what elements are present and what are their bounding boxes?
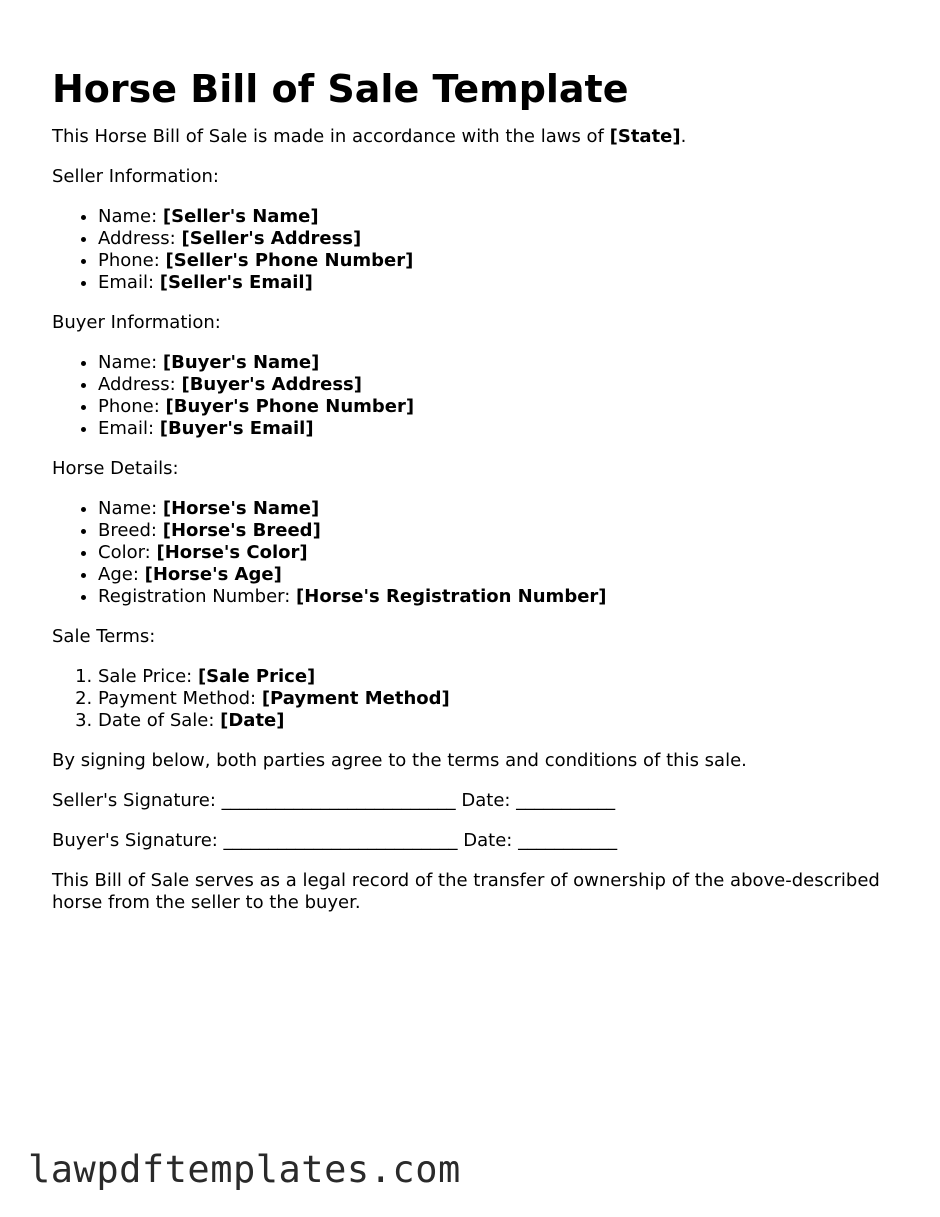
intro-text: This Horse Bill of Sale is made in accordance with the laws of <box>52 126 610 147</box>
item-value: [Buyer's Address] <box>181 374 362 395</box>
item-value: [Buyer's Phone Number] <box>165 396 415 417</box>
list-item <box>98 520 892 542</box>
seller-list <box>52 206 892 294</box>
item-value: [Seller's Address] <box>181 228 362 249</box>
intro-paragraph <box>52 126 892 148</box>
list-item <box>98 206 892 228</box>
item-value: [Buyer's Email] <box>159 418 314 439</box>
list-item <box>98 374 892 396</box>
list-item <box>98 498 892 520</box>
list-item <box>98 710 892 732</box>
item-label: Name: <box>98 206 163 227</box>
horse-list <box>52 498 892 608</box>
item-value: [Seller's Phone Number] <box>165 250 414 271</box>
item-label: Phone: <box>98 250 166 271</box>
item-value: [Horse's Name] <box>162 498 320 519</box>
item-label: Registration Number: <box>98 586 297 607</box>
list-item <box>98 396 892 418</box>
agreement-paragraph: By signing below, both parties agree to the terms and conditions of this sale. <box>52 750 747 771</box>
list-item <box>98 688 892 710</box>
closing-paragraph: This Bill of Sale serves as a legal record of the transfer of ownership of the above-described horse from the seller to the buyer. <box>52 870 880 913</box>
horse-heading: Horse Details: <box>52 458 179 479</box>
list-item <box>98 586 892 608</box>
item-value: [Date] <box>220 710 285 731</box>
intro-end: . <box>680 126 687 147</box>
document-page <box>52 66 892 932</box>
seller-heading: Seller Information: <box>52 166 219 187</box>
item-value: [Horse's Registration Number] <box>296 586 607 607</box>
item-value: [Horse's Breed] <box>162 520 321 541</box>
item-label: Email: <box>98 418 160 439</box>
seller-signature-line: Seller's Signature: __________________________ Date: ___________ <box>52 790 616 811</box>
item-label: Email: <box>98 272 160 293</box>
item-value: [Horse's Color] <box>156 542 308 563</box>
item-label: Date of Sale: <box>98 710 221 731</box>
page-title: Horse Bill of Sale Template <box>52 67 629 111</box>
list-item <box>98 564 892 586</box>
item-label: Age: <box>98 564 145 585</box>
list-item <box>98 352 892 374</box>
item-value: [Horse's Age] <box>144 564 282 585</box>
item-value: [Seller's Name] <box>162 206 319 227</box>
item-label: Address: <box>98 228 182 249</box>
item-label: Payment Method: <box>98 688 262 709</box>
buyer-heading: Buyer Information: <box>52 312 221 333</box>
item-label: Address: <box>98 374 182 395</box>
list-item <box>98 228 892 250</box>
item-value: [Payment Method] <box>261 688 450 709</box>
site-watermark: lawpdftemplates.com <box>28 1148 461 1191</box>
item-value: [Buyer's Name] <box>162 352 320 373</box>
list-item <box>98 272 892 294</box>
terms-heading: Sale Terms: <box>52 626 156 647</box>
item-value: [Sale Price] <box>197 666 316 687</box>
item-label: Phone: <box>98 396 166 417</box>
item-label: Sale Price: <box>98 666 198 687</box>
item-label: Name: <box>98 352 163 373</box>
item-label: Breed: <box>98 520 163 541</box>
item-value: [Seller's Email] <box>159 272 313 293</box>
buyer-list <box>52 352 892 440</box>
list-item <box>98 418 892 440</box>
list-item <box>98 666 892 688</box>
item-label: Name: <box>98 498 163 519</box>
item-label: Color: <box>98 542 157 563</box>
terms-list <box>52 666 892 732</box>
list-item <box>98 250 892 272</box>
buyer-signature-line: Buyer's Signature: __________________________ Date: ___________ <box>52 830 618 851</box>
list-item <box>98 542 892 564</box>
state-placeholder: [State] <box>609 126 681 147</box>
